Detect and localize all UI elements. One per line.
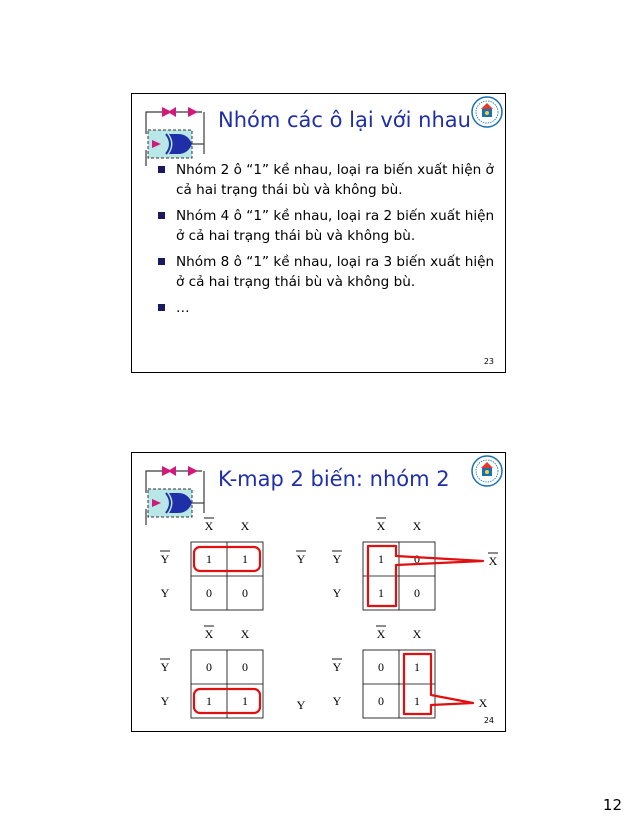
kmap-cell: 0 [206,660,212,674]
kmap-cell: 1 [242,552,248,566]
kmap-cell: 1 [414,660,420,674]
kmap-row-header: Y [332,660,342,674]
kmap-cell: 0 [242,660,248,674]
kmap-cell: 1 [378,552,384,566]
bullet-item: Nhóm 2 ô “1” kề nhau, loại ra biến xuất hiện ở cả hai trạng thái bù và không bù. [152,160,502,200]
slide-23 [131,93,506,373]
slide-title: K-map 2 biến: nhóm 2 [218,467,450,491]
kmap-row-header: Y [160,552,170,566]
kmap-cell: 1 [206,694,212,708]
kmap-cell: 1 [242,694,248,708]
slide-page-number: 23 [483,357,494,366]
kmap-result: X [478,696,488,710]
kmap-diagrams [132,453,507,733]
kmap-col-header: X [204,519,214,533]
kmap-col-header: X [376,519,386,533]
kmap-col-header: X [204,627,214,641]
kmap-row-header: Y [332,552,342,566]
bullet-item: Nhóm 4 ô “1” kề nhau, loại ra 2 biến xuất hiện ở cả hai trạng thái bù và không bù. [152,206,502,246]
slide-title: Nhóm các ô lại với nhau [218,108,471,132]
slide-24 [131,452,506,732]
kmap-cell: 1 [378,586,384,600]
kmap-cell: 0 [378,694,384,708]
kmap-row-header: Y [332,586,342,600]
kmap-cell: 0 [414,552,420,566]
kmap-result: Y [296,698,306,712]
kmap-cell: 0 [206,586,212,600]
kmap-col-header: X [412,627,422,641]
kmap-col-header: X [240,519,250,533]
kmap-row-header: Y [160,660,170,674]
slide-page-number: 24 [483,716,494,725]
kmap-cell: 1 [206,552,212,566]
kmap-col-header: X [376,627,386,641]
bullet-list [152,160,502,324]
sheet-page-number: 12 [602,796,622,814]
bullet-item: … [152,298,502,318]
kmap-result: X [488,554,498,568]
kmap-col-header: X [412,519,422,533]
kmap-row-header: Y [332,694,342,708]
bullet-item: Nhóm 8 ô “1” kề nhau, loại ra 3 biến xuất hiện ở cả hai trạng thái bù và không bù. [152,252,502,292]
kmap-row-header: Y [160,586,170,600]
kmap-cell: 1 [414,694,420,708]
university-emblem-icon [472,97,502,127]
kmap-cell: 0 [242,586,248,600]
kmap-row-header: Y [160,694,170,708]
kmap-cell: 0 [414,586,420,600]
kmap-cell: 0 [378,660,384,674]
kmap-result: Y [296,552,306,566]
kmap-col-header: X [240,627,250,641]
